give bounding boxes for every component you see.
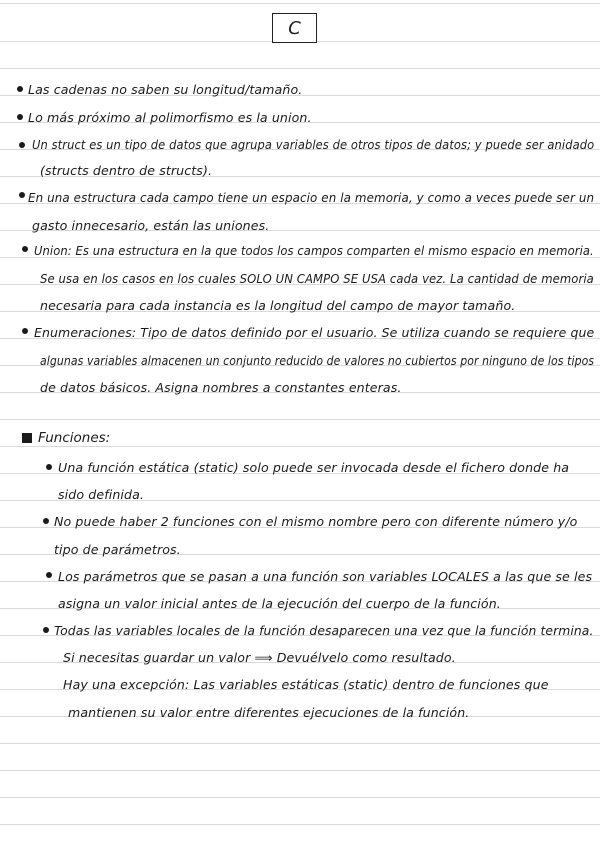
bullet-icon (22, 246, 28, 252)
note-line: Si necesitas guardar un valor ⟹ Devuélvelo como resultado. (63, 650, 456, 665)
note-line: Union: Es una estructura en la que todos los campos comparten el mismo espacio en memoria. (34, 243, 594, 258)
bullet-icon (19, 142, 25, 148)
note-line: mantienen su valor entre diferentes ejecuciones de la función. (68, 705, 470, 720)
bullet-icon (19, 192, 25, 198)
page-title: C (272, 13, 317, 43)
note-line: algunas variables almacenen un conjunto reducido de valores no cubiertos por ninguno de los tipos (40, 353, 595, 368)
note-line: Lo más próximo al polimorfismo es la union. (28, 110, 312, 125)
bullet-icon (46, 572, 52, 578)
note-line: sido definida. (58, 487, 145, 502)
note-line: Todas las variables locales de la función desaparecen una vez que la función termina. (54, 623, 594, 638)
note-line: Una función estática (static) solo puede ser invocada desde el fichero donde ha (58, 460, 570, 475)
note-line: No puede haber 2 funciones con el mismo nombre pero con diferente número y/o (54, 514, 578, 529)
note-line: tipo de parámetros. (54, 542, 181, 557)
note-line: Los parámetros que se pasan a una función son variables LOCALES a las que se les (58, 569, 593, 584)
bullet-icon (17, 114, 23, 120)
note-line: de datos básicos. Asigna nombres a constantes enteras. (40, 380, 402, 395)
bullet-icon (43, 518, 49, 524)
note-line: En una estructura cada campo tiene un espacio en la memoria, y como a veces puede ser un (28, 190, 595, 205)
note-line: (structs dentro de structs). (40, 163, 213, 178)
note-line: Se usa en los casos en los cuales SOLO UN CAMPO SE USA cada vez. La cantidad de memoria (40, 271, 594, 286)
note-line: Enumeraciones: Tipo de datos definido por el usuario. Se utiliza cuando se requiere que (34, 325, 595, 340)
note-line: necesaria para cada instancia es la longitud del campo de mayor tamaño. (40, 298, 516, 313)
note-line: Las cadenas no saben su longitud/tamaño. (28, 82, 303, 97)
bullet-icon (22, 328, 28, 334)
section-heading: Funciones: (38, 430, 111, 446)
note-line: Un struct es un tipo de datos que agrupa variables de otros tipos de datos; y puede ser anidado (32, 137, 595, 152)
bullet-icon (43, 627, 49, 633)
bullet-icon (46, 464, 52, 470)
note-line: asigna un valor inicial antes de la ejecución del cuerpo de la función. (58, 596, 501, 611)
note-line: gasto innecesario, están las uniones. (32, 218, 270, 233)
note-line: Hay una excepción: Las variables estáticas (static) dentro de funciones que (63, 677, 549, 692)
section-square-icon (22, 433, 32, 443)
bullet-icon (17, 86, 23, 92)
